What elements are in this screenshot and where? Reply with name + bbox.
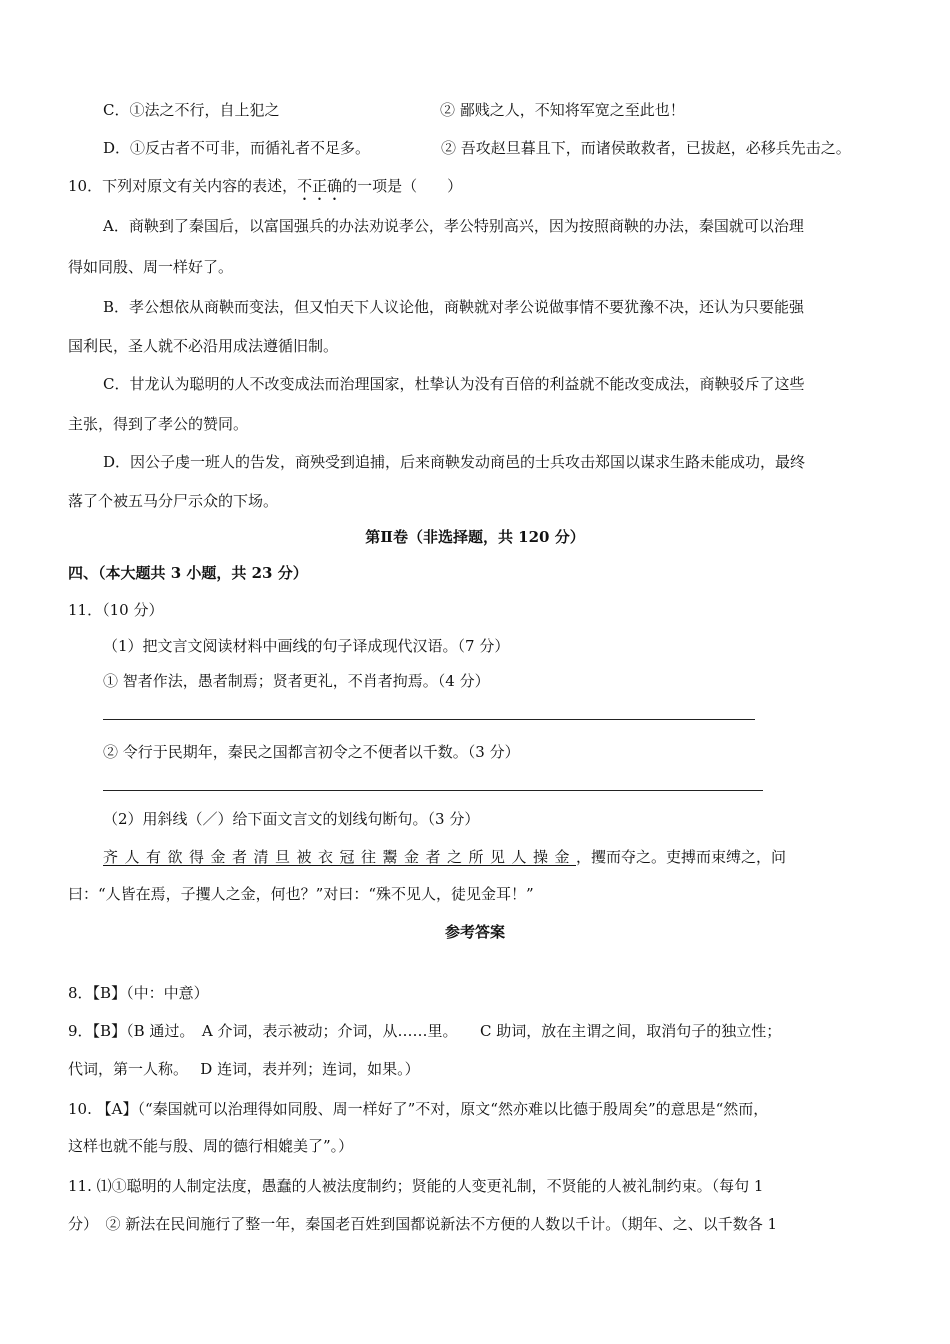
answers-title: 参考答案 bbox=[444, 923, 505, 941]
q10-option-a-line1: A．商鞅到了秦国后，以富国强兵的办法劝说孝公，孝公特别高兴，因为按照商鞅的办法，秦国就可以治理 bbox=[103, 217, 804, 235]
q10-stem bbox=[68, 176, 462, 204]
q11-sub2: （2）用斜线（／）给下面文言文的划线句断句。（3 分） bbox=[103, 810, 480, 828]
q11-passage-line2: 曰：“人皆在焉，子攫人之金，何也？”对曰：“殊不见人，徒见金耳！” bbox=[68, 885, 534, 903]
answer-11-line2: 分） ② 新法在民间施行了整一年，秦国老百姓到国都说新法不方便的人数以千计。（期年、之、以千数各 1 bbox=[68, 1215, 778, 1233]
q11-head: 11．（10 分） bbox=[68, 601, 164, 619]
q9-option-d-left: D．①反古者不可非，而循礼者不足多。 bbox=[103, 139, 371, 157]
q11-sentence1: ① 智者作法，愚者制焉；贤者更礼，不肖者拘焉。（4 分） bbox=[103, 672, 490, 690]
q11-passage-rest1: ，攫而夺之。吏搏而束缚之，问 bbox=[576, 848, 787, 866]
answer-10-line1: 10. 【A】（“秦国就可以治理得如同殷、周一样好了”不对，原文“然亦难以比德于殷周矣”的意思是“然而， bbox=[68, 1100, 769, 1118]
answer-9-line2: 代词，第一人称。 D 连词，表并列；连词，如果。） bbox=[68, 1060, 420, 1078]
q9-option-c-left: C．①法之不行，自上犯之 bbox=[103, 101, 280, 119]
q11-sentence2: ② 令行于民期年，秦民之国都言初令之不便者以千数。（3 分） bbox=[103, 743, 520, 761]
section4-title: 四、（本大题共 3 小题，共 23 分） bbox=[68, 564, 308, 582]
answer-10-line2: 这样也就不能与殷、周的德行相媲美了”。） bbox=[68, 1137, 354, 1155]
q10-stem-emphasis: 不正确 bbox=[297, 177, 343, 195]
q10-option-a-line2: 得如同殷、周一样好了。 bbox=[68, 258, 234, 276]
answer-9-line1: 9．【B】（B 通过。 A 介词，表示被动；介词，从……里。 C 助词，放在主谓之间，取消句子的独立性； bbox=[68, 1022, 782, 1040]
part2-title: 第Ⅱ卷（非选择题，共 120 分） bbox=[365, 528, 585, 546]
q10-option-b-line2: 国利民，圣人就不必沿用成法遵循旧制。 bbox=[68, 337, 339, 355]
q10-stem-pre: 10．下列对原文有关内容的表述， bbox=[68, 177, 298, 195]
q10-option-c-line1: C．甘龙认为聪明的人不改变成法而治理国家，杜挚认为没有百倍的利益就不能改变成法，商鞅驳斥了这些 bbox=[103, 375, 805, 393]
q9-option-d-right: ② 吾攻赵旦暮且下，而诸侯敢救者，已拔赵，必移兵先击之。 bbox=[441, 139, 851, 157]
answer-line-1 bbox=[103, 719, 755, 720]
q10-option-b-line1: B．孝公想依从商鞅而变法，但又怕天下人议论他，商鞅就对孝公说做事情不要犹豫不决，还认为只要能强 bbox=[103, 298, 805, 316]
q10-option-c-line2: 主张，得到了孝公的赞同。 bbox=[68, 415, 249, 433]
q11-underlined-sentence: 齐人有欲得金者清旦被衣冠往鬻金者之所见人操金 bbox=[103, 848, 577, 866]
answer-11-line1: 11. ⑴①聪明的人制定法度，愚蠢的人被法度制约；贤能的人变更礼制，不贤能的人被礼制约束。（每句 1 bbox=[68, 1177, 764, 1195]
q11-passage-line1 bbox=[103, 847, 786, 867]
q11-sub1: （1）把文言文阅读材料中画线的句子译成现代汉语。（7 分） bbox=[103, 637, 510, 655]
answer-line-2 bbox=[103, 790, 763, 791]
answer-8: 8．【B】（中：中意） bbox=[68, 984, 209, 1002]
q9-option-c-right: ② 鄙贱之人，不知将军宽之至此也！ bbox=[440, 101, 685, 119]
q10-option-d-line2: 落了个被五马分尸示众的下场。 bbox=[68, 492, 279, 510]
q10-option-d-line1: D．因公子虔一班人的告发，商殃受到追捕，后来商鞅发动商邑的士兵攻击郑国以谋求生路未能成功，最终 bbox=[103, 453, 806, 471]
q10-stem-post: 的一项是（ ） bbox=[342, 177, 463, 195]
